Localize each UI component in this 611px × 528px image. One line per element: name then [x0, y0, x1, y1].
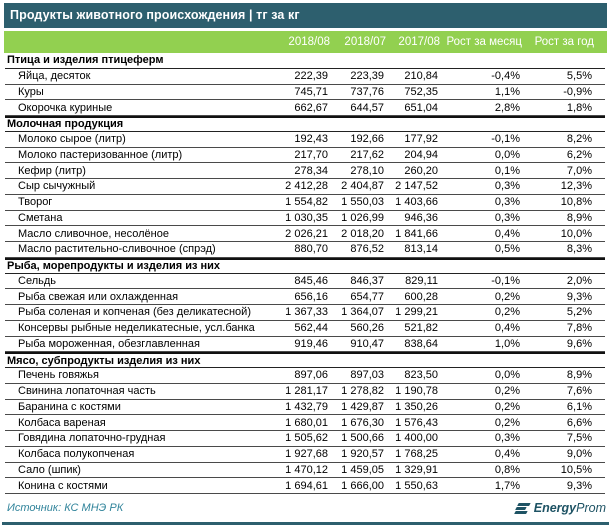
row-value: 2 412,28: [285, 180, 328, 193]
row-value: 9,0%: [566, 448, 592, 461]
row-label: Молоко пастеризованное (литр): [18, 148, 183, 161]
row-value: 1 676,30: [341, 416, 384, 429]
row-value: 223,39: [350, 70, 384, 83]
row-value: 1 768,25: [395, 448, 438, 461]
row-label: Рыба свежая или охлажденная: [18, 290, 179, 303]
row-value: 217,62: [350, 148, 384, 161]
row-value: 521,82: [404, 322, 438, 335]
row-value: 846,37: [350, 274, 384, 287]
row-value: 1 550,63: [395, 479, 438, 492]
row-value: 838,64: [404, 337, 438, 350]
row-value: 823,50: [404, 369, 438, 382]
row-value: 1 026,99: [341, 211, 384, 224]
row-value: 946,36: [404, 211, 438, 224]
row-label: Рыба, морепродукты и изделия из них: [7, 260, 221, 273]
row-value: 1 400,00: [395, 432, 438, 445]
row-value: 12,3%: [560, 180, 592, 193]
row-value: 278,10: [350, 164, 384, 177]
table-row: [5, 384, 605, 400]
row-value: 0,1%: [494, 164, 520, 177]
table-row: [5, 400, 605, 416]
row-value: -0,1%: [491, 274, 520, 287]
section-header-row: [5, 258, 605, 274]
column-header-2018-08: 2018/08: [288, 36, 330, 48]
row-value: 910,47: [350, 337, 384, 350]
row-value: 0,0%: [494, 148, 520, 161]
row-value: 2 018,20: [341, 227, 384, 240]
row-value: 0,2%: [494, 385, 520, 398]
table-row: [5, 415, 605, 431]
row-label: Сметана: [18, 211, 63, 224]
row-value: 9,3%: [566, 290, 592, 303]
table-column-header: [4, 31, 607, 53]
row-value: 845,46: [294, 274, 328, 287]
row-value: 0,4%: [494, 322, 520, 335]
page-title: Продукты животного происхождения | тг за кг: [4, 3, 607, 28]
row-value: 1 841,66: [395, 227, 438, 240]
bottom-accent-bar: [2, 522, 609, 526]
row-value: 897,03: [350, 369, 384, 382]
row-label: Колбаса вареная: [18, 416, 106, 429]
table-row: [5, 321, 605, 337]
row-value: 1 329,91: [395, 463, 438, 476]
row-value: 654,77: [350, 290, 384, 303]
row-value: 260,20: [404, 164, 438, 177]
row-value: 829,11: [405, 274, 438, 287]
row-value: 1 278,82: [341, 385, 384, 398]
column-header-2017-08: 2017/08: [398, 36, 440, 48]
row-value: 1 920,57: [341, 448, 384, 461]
table-row: [5, 132, 605, 148]
row-label: Говядина лопаточно-грудная: [18, 432, 166, 445]
row-value: 8,9%: [566, 369, 592, 382]
row-value: 1 576,43: [395, 416, 438, 429]
table-row: [5, 148, 605, 164]
logo-word-energy: Energy: [533, 501, 577, 515]
section-header-row: [5, 352, 605, 368]
row-value: 6,1%: [566, 400, 592, 413]
row-value: 6,6%: [566, 416, 592, 429]
row-value: 5,5%: [566, 70, 592, 83]
table-row: [5, 274, 605, 290]
row-label: Консервы рыбные неделикатесные, усл.банка: [18, 322, 255, 335]
table-row: [5, 211, 605, 227]
row-value: 1 927,68: [285, 448, 328, 461]
row-label: Рыба мороженная, обезглавленная: [18, 337, 200, 350]
row-label: Кефир (литр): [18, 164, 86, 177]
row-label: Рыба соленая и копченая (без деликатесной): [18, 306, 251, 319]
logo-word-prom: Prom: [576, 501, 606, 515]
row-value: 177,92: [404, 133, 438, 146]
row-value: 1 505,62: [285, 432, 328, 445]
row-value: 6,2%: [566, 148, 592, 161]
row-value: 562,44: [294, 322, 328, 335]
row-value: 1 429,87: [341, 400, 384, 413]
row-value: 876,52: [350, 243, 384, 256]
energyprom-logo-text: [534, 501, 606, 515]
table-row: [5, 179, 605, 195]
row-label: Куры: [18, 85, 44, 98]
row-label: Молочная продукция: [7, 118, 124, 131]
row-value: 813,14: [404, 243, 438, 256]
row-label: Масло растительно-сливочное (спрэд): [18, 243, 216, 256]
row-value: 0,4%: [494, 448, 520, 461]
row-label: Свинина лопаточная часть: [18, 385, 156, 398]
row-value: 2,0%: [566, 274, 592, 287]
row-value: 7,8%: [566, 322, 592, 335]
energyprom-logo-icon: [515, 502, 530, 514]
row-value: 10,0%: [560, 227, 592, 240]
row-value: 1 554,82: [285, 196, 328, 209]
row-value: 0,2%: [494, 290, 520, 303]
row-value: 2 147,52: [395, 180, 438, 193]
row-value: 8,3%: [566, 243, 592, 256]
row-value: 7,6%: [566, 385, 592, 398]
source-note: Источник: КС МНЭ РК: [7, 502, 124, 514]
row-value: 0,3%: [494, 196, 520, 209]
row-value: 1 367,33: [285, 306, 328, 319]
row-value: 8,2%: [566, 133, 592, 146]
row-value: 0,4%: [494, 227, 520, 240]
table-row: [5, 431, 605, 447]
row-value: 1 190,78: [395, 385, 438, 398]
row-value: 1 432,79: [285, 400, 328, 413]
table-row: [5, 305, 605, 321]
table-row: [5, 368, 605, 384]
row-value: 662,67: [294, 101, 328, 114]
row-label: Баранина с костями: [18, 400, 121, 413]
row-value: 1 299,21: [395, 306, 438, 319]
table-row: [5, 242, 605, 258]
row-value: 1,0%: [494, 337, 520, 350]
row-value: 9,3%: [566, 479, 592, 492]
row-label: Масло сливочное, несолёное: [18, 227, 169, 240]
row-value: 600,28: [404, 290, 438, 303]
row-value: 737,76: [350, 85, 384, 98]
row-value: 0,0%: [494, 369, 520, 382]
price-table-body: [5, 53, 605, 494]
row-value: 1,7%: [494, 479, 520, 492]
row-value: 0,2%: [494, 416, 520, 429]
row-label: Молоко сырое (литр): [18, 133, 126, 146]
row-value: 745,71: [294, 85, 328, 98]
row-value: 1 500,66: [341, 432, 384, 445]
row-value: 2 404,87: [341, 180, 384, 193]
row-value: 0,3%: [494, 211, 520, 224]
row-value: 192,66: [350, 133, 384, 146]
row-value: 1 350,26: [395, 400, 438, 413]
table-row: [5, 100, 605, 116]
row-value: 0,2%: [494, 306, 520, 319]
table-row: [5, 226, 605, 242]
table-row: [5, 163, 605, 179]
row-value: 1 550,03: [341, 196, 384, 209]
row-value: 1 030,35: [285, 211, 328, 224]
row-value: 1 281,17: [285, 385, 328, 398]
row-label: Сыр сычужный: [18, 180, 96, 193]
row-label: Колбаса полукопченая: [18, 448, 135, 461]
row-value: 560,26: [350, 322, 384, 335]
row-value: -0,9%: [563, 85, 592, 98]
column-header-month-growth: Рост за месяц: [446, 36, 522, 48]
row-value: 192,43: [294, 133, 328, 146]
row-value: 210,84: [404, 70, 438, 83]
row-value: 10,5%: [560, 463, 592, 476]
table-row: [5, 463, 605, 479]
row-value: 7,5%: [566, 432, 592, 445]
row-label: Окорочка куриные: [18, 101, 113, 114]
column-header-2018-07: 2018/07: [344, 36, 386, 48]
table-row: [5, 447, 605, 463]
table-row: [5, 195, 605, 211]
table-row: [5, 85, 605, 101]
table-row: [5, 289, 605, 305]
row-value: 1 666,00: [341, 479, 384, 492]
row-value: 1,1%: [494, 85, 520, 98]
row-value: 644,57: [350, 101, 384, 114]
row-value: 5,2%: [566, 306, 592, 319]
row-value: 7,0%: [566, 164, 592, 177]
row-label: Сало (шпик): [18, 463, 81, 476]
row-value: 0,3%: [494, 180, 520, 193]
row-label: Конина с костями: [18, 479, 108, 492]
row-value: 1 364,07: [341, 306, 384, 319]
column-header-year-growth: Рост за год: [534, 36, 594, 48]
row-value: 10,8%: [560, 196, 592, 209]
energyprom-logo: [515, 501, 606, 515]
row-value: 1,8%: [566, 101, 592, 114]
row-value: 1 403,66: [395, 196, 438, 209]
row-value: 897,06: [294, 369, 328, 382]
row-value: -0,1%: [491, 133, 520, 146]
row-value: 8,9%: [566, 211, 592, 224]
row-value: 1 694,61: [285, 479, 328, 492]
row-value: 2,8%: [494, 101, 520, 114]
row-value: 1 459,05: [341, 463, 384, 476]
row-label: Птица и изделия птицеферм: [7, 54, 164, 67]
row-label: Мясо, субпродукты изделия из них: [7, 354, 201, 367]
row-value: 222,39: [294, 70, 328, 83]
footer: [4, 499, 607, 517]
row-label: Печень говяжья: [18, 369, 99, 382]
row-label: Творог: [18, 196, 53, 209]
row-value: 1 470,12: [285, 463, 328, 476]
row-value: 0,8%: [494, 463, 520, 476]
row-value: 656,16: [294, 290, 328, 303]
row-value: -0,4%: [491, 70, 520, 83]
table-row: [5, 478, 605, 494]
row-value: 0,2%: [494, 400, 520, 413]
section-header-row: [5, 116, 605, 132]
row-value: 880,70: [294, 243, 328, 256]
table-row: [5, 337, 605, 353]
row-value: 651,04: [404, 101, 438, 114]
row-value: 204,94: [404, 148, 438, 161]
row-value: 752,35: [404, 85, 438, 98]
section-header-row: [5, 53, 605, 69]
row-value: 0,5%: [494, 243, 520, 256]
row-value: 2 026,21: [285, 227, 328, 240]
row-value: 1 680,01: [285, 416, 328, 429]
row-value: 217,70: [294, 148, 328, 161]
row-value: 919,46: [294, 337, 328, 350]
row-label: Сельдь: [18, 274, 56, 287]
row-label: Яйца, десяток: [18, 70, 91, 83]
row-value: 278,34: [294, 164, 328, 177]
table-row: [5, 69, 605, 85]
row-value: 0,3%: [494, 432, 520, 445]
row-value: 9,6%: [566, 337, 592, 350]
